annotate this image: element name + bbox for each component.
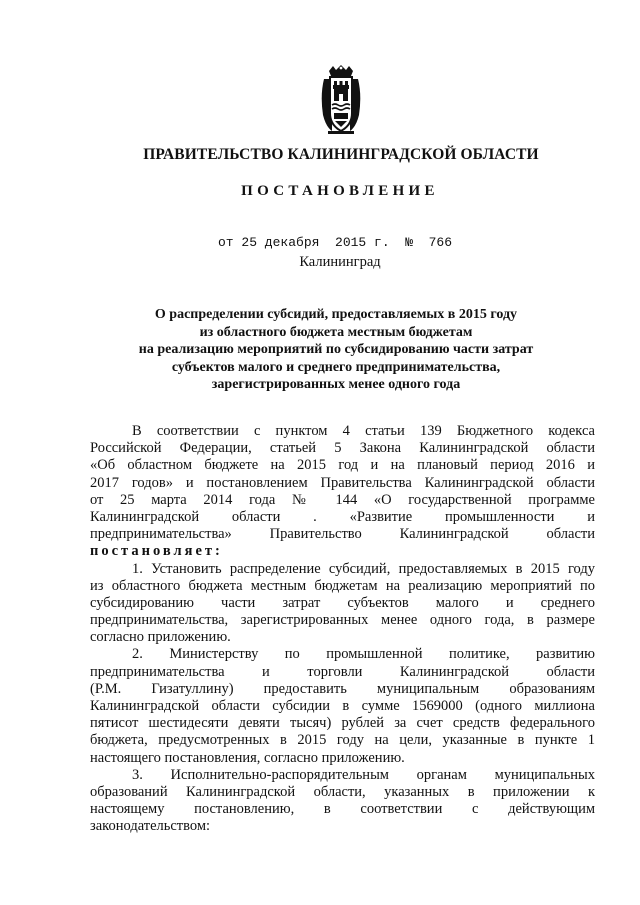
subject-line: субъектов малого и среднего предпринимательства,	[171, 359, 501, 375]
resolution-word: постановляет:	[90, 543, 223, 560]
body-line: 3. Исполнительно-распорядительным органам муниципальных	[132, 766, 595, 783]
city: Калининград	[299, 254, 381, 270]
body-line: из областного бюджета местным бюджетам на реализацию мероприятий по	[90, 577, 595, 594]
body-line: предпринимательства, зарегистрированных менее одного года, в размере	[90, 612, 595, 629]
body-line: В соответствии с пунктом 4 статьи 139 Бюджетного кодекса	[132, 423, 595, 439]
subject-line: из областного бюджета местным бюджетам	[199, 324, 473, 340]
body-line: 1. Установить распределение субсидий, предоставляемых в 2015 году	[132, 560, 595, 577]
body-line: от 25 марта 2014 года № 144 «О государственной программе	[90, 491, 595, 508]
subject-line: О распределении субсидий, предоставляемых в 2015 году	[154, 307, 518, 322]
date-and-number: от 25 декабря 2015 г. № 766	[218, 235, 453, 250]
organization-title: ПРАВИТЕЛЬСТВО КАЛИНИНГРАДСКОЙ ОБЛАСТИ	[143, 146, 539, 163]
body-line: настоящего постановления, согласно приложению.	[90, 749, 405, 766]
body-line: предпринимательства» Правительство Калининградской области	[90, 526, 595, 543]
body-line: образований Калининградской области, указанных в приложении к	[90, 783, 595, 800]
coat-of-arms-emblem	[318, 65, 364, 135]
document-subject	[120, 306, 552, 394]
subject-line: на реализацию мероприятий по субсидированию части затрат	[138, 342, 534, 357]
body-line: согласно приложению.	[90, 629, 231, 646]
body-line: бюджета, предусмотренных в 2015 году на цели, указанные в пункте 1	[90, 732, 595, 749]
body-line: пятисот шестидесяти девяти тысяч) рублей за счет средств федерального	[90, 715, 595, 732]
document-type: ПОСТАНОВЛЕНИЕ	[241, 183, 439, 199]
body-line: субсидированию части затрат субъектов малого и среднего	[90, 594, 595, 611]
body-line: предпринимательства и торговли Калининградской области	[90, 663, 595, 680]
body-line: 2. Министерству по промышленной политике, развитию	[132, 646, 595, 663]
body-line: Калининградской области . «Развитие промышленности и	[90, 508, 595, 525]
body-line: Калининградской области субсидии в сумме 1569000 (одного миллиона	[90, 698, 595, 714]
document-body	[90, 423, 595, 836]
body-line: настоящему постановлению, в соответствии с действующим	[90, 801, 595, 818]
body-line: «Об областном бюджете на 2015 год и на плановый период 2016 и	[90, 457, 595, 474]
body-line: (Р.М. Гизатуллину) предоставить муниципальным образованиям	[90, 680, 595, 697]
body-line: законодательством:	[90, 818, 211, 835]
body-line: Российской Федерации, статьей 5 Закона Калининградской области	[90, 440, 595, 457]
body-line: 2017 годов» и постановлением Правительства Калининградской области	[90, 474, 595, 491]
subject-line: зарегистрированных менее одного года	[211, 377, 461, 392]
